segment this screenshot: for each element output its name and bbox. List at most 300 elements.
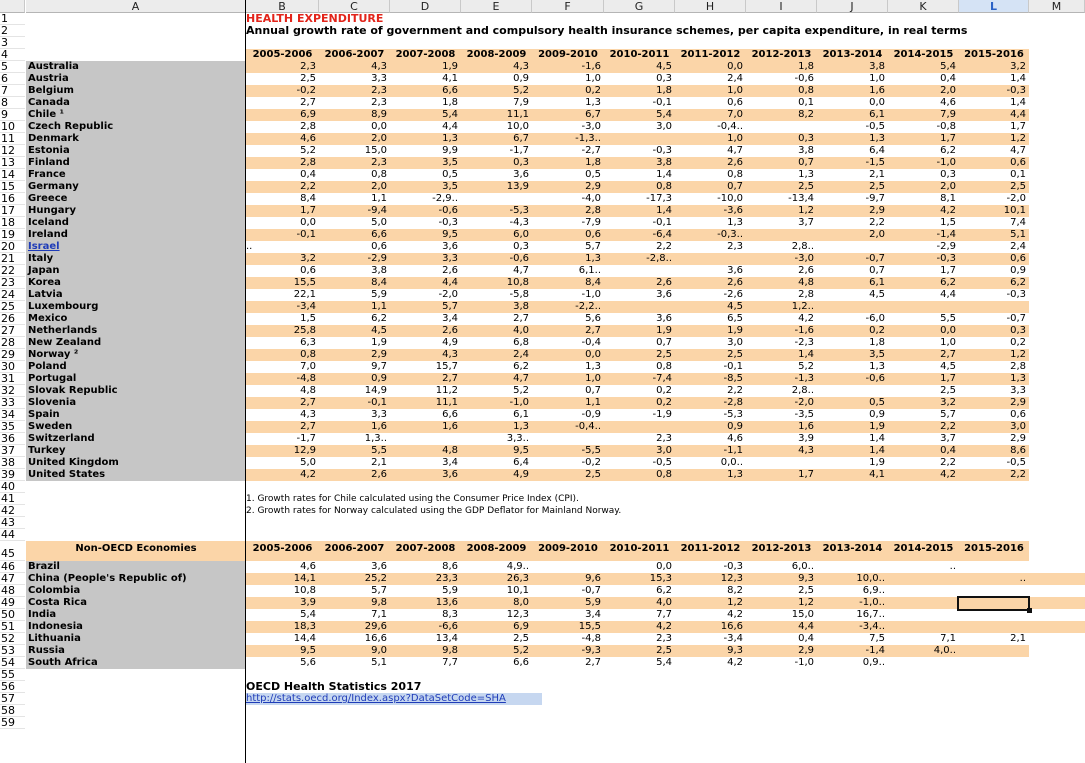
- row-header-31[interactable]: 31: [0, 373, 25, 385]
- row-header-35[interactable]: 35: [0, 421, 25, 433]
- value-cell[interactable]: 4,8: [246, 385, 319, 397]
- value-cell[interactable]: 2,2: [604, 241, 675, 253]
- row-header-1[interactable]: 1: [0, 13, 25, 25]
- row-header-2[interactable]: 2: [0, 25, 25, 37]
- value-cell[interactable]: 0,5: [532, 169, 604, 181]
- value-cell[interactable]: [390, 433, 461, 445]
- value-cell[interactable]: 16,6: [319, 633, 390, 645]
- value-cell[interactable]: 0,0: [532, 349, 604, 361]
- value-cell[interactable]: -1,3..: [532, 133, 604, 145]
- value-cell[interactable]: 5,4: [246, 609, 319, 621]
- value-cell[interactable]: 0,6: [959, 157, 1029, 169]
- value-cell[interactable]: -3,0: [532, 121, 604, 133]
- value-cell[interactable]: 1,9: [319, 337, 390, 349]
- row-header-32[interactable]: 32: [0, 385, 25, 397]
- value-cell[interactable]: 4,8: [390, 445, 461, 457]
- country-name[interactable]: Luxembourg: [26, 301, 246, 313]
- value-cell[interactable]: 5,7: [888, 409, 959, 421]
- value-cell[interactable]: 2,7: [461, 313, 532, 325]
- value-cell[interactable]: 2,6: [746, 265, 817, 277]
- value-cell[interactable]: [1029, 609, 1085, 621]
- value-cell[interactable]: 8,6: [959, 445, 1029, 457]
- value-cell[interactable]: 4,4: [959, 109, 1029, 121]
- value-cell[interactable]: 1,9: [675, 325, 746, 337]
- value-cell[interactable]: 0,5: [817, 397, 888, 409]
- country-name[interactable]: Japan: [26, 265, 246, 277]
- value-cell[interactable]: 2,3: [319, 157, 390, 169]
- value-cell[interactable]: 0,5: [390, 169, 461, 181]
- value-cell[interactable]: [888, 585, 959, 597]
- value-cell[interactable]: 5,2: [461, 85, 532, 97]
- value-cell[interactable]: [746, 229, 817, 241]
- value-cell[interactable]: 6,6: [461, 657, 532, 669]
- value-cell[interactable]: 7,1: [888, 633, 959, 645]
- country-name[interactable]: Finland: [26, 157, 246, 169]
- row-header-41[interactable]: 41: [0, 493, 25, 505]
- sheet-title[interactable]: HEALTH EXPENDITURE: [246, 12, 384, 25]
- value-cell[interactable]: 1,5: [246, 313, 319, 325]
- value-cell[interactable]: 1,8: [817, 337, 888, 349]
- value-cell[interactable]: 4,8: [746, 277, 817, 289]
- value-cell[interactable]: 1,3: [532, 253, 604, 265]
- value-cell[interactable]: 0,0: [319, 121, 390, 133]
- value-cell[interactable]: 10,8: [246, 585, 319, 597]
- value-cell[interactable]: 4,2: [604, 621, 675, 633]
- value-cell[interactable]: 9,7: [319, 361, 390, 373]
- value-cell[interactable]: -0,1: [246, 229, 319, 241]
- value-cell[interactable]: [1029, 621, 1085, 633]
- value-cell[interactable]: 1,7: [888, 373, 959, 385]
- value-cell[interactable]: -0,7: [959, 313, 1029, 325]
- value-cell[interactable]: 29,6: [319, 621, 390, 633]
- row-header-16[interactable]: 16: [0, 193, 25, 205]
- value-cell[interactable]: 15,5: [532, 621, 604, 633]
- value-cell[interactable]: 2,9: [746, 645, 817, 657]
- value-cell[interactable]: -2,2..: [532, 301, 604, 313]
- value-cell[interactable]: 1,4: [959, 73, 1029, 85]
- value-cell[interactable]: 13,4: [390, 633, 461, 645]
- value-cell[interactable]: 9,3: [746, 573, 817, 585]
- value-cell[interactable]: 5,1: [319, 657, 390, 669]
- row-header-33[interactable]: 33: [0, 397, 25, 409]
- value-cell[interactable]: -6,6: [390, 621, 461, 633]
- value-cell[interactable]: 0,9: [959, 265, 1029, 277]
- value-cell[interactable]: 4,5: [888, 361, 959, 373]
- row-header-14[interactable]: 14: [0, 169, 25, 181]
- country-name[interactable]: Latvia: [26, 289, 246, 301]
- value-cell[interactable]: -0,4..: [675, 121, 746, 133]
- value-cell[interactable]: 0,1: [959, 169, 1029, 181]
- row-header-3[interactable]: 3: [0, 37, 25, 49]
- row-header-46[interactable]: 46: [0, 561, 25, 573]
- value-cell[interactable]: 4,0: [461, 325, 532, 337]
- country-name[interactable]: Lithuania: [26, 633, 246, 645]
- value-cell[interactable]: 2,5: [604, 645, 675, 657]
- value-cell[interactable]: 1,5: [888, 217, 959, 229]
- row-header-19[interactable]: 19: [0, 229, 25, 241]
- value-cell[interactable]: 3,6: [604, 289, 675, 301]
- value-cell[interactable]: -4,0: [532, 193, 604, 205]
- value-cell[interactable]: 1,2: [959, 349, 1029, 361]
- value-cell[interactable]: 15,7: [390, 361, 461, 373]
- row-header-28[interactable]: 28: [0, 337, 25, 349]
- value-cell[interactable]: 4,2: [888, 469, 959, 481]
- year-header[interactable]: 2013-2014: [817, 541, 888, 561]
- year-header[interactable]: 2010-2011: [604, 49, 675, 61]
- value-cell[interactable]: 10,0..: [817, 573, 888, 585]
- value-cell[interactable]: 1,4: [604, 169, 675, 181]
- value-cell[interactable]: -5,3: [461, 205, 532, 217]
- row-header-27[interactable]: 27: [0, 325, 25, 337]
- row-header-25[interactable]: 25: [0, 301, 25, 313]
- value-cell[interactable]: -10,0: [675, 193, 746, 205]
- value-cell[interactable]: 2,5: [746, 181, 817, 193]
- value-cell[interactable]: 4,4: [888, 289, 959, 301]
- value-cell[interactable]: 4,5: [604, 61, 675, 73]
- value-cell[interactable]: 0,4: [888, 73, 959, 85]
- value-cell[interactable]: 9,6: [532, 573, 604, 585]
- value-cell[interactable]: -2,8: [675, 397, 746, 409]
- value-cell[interactable]: -0,9: [532, 409, 604, 421]
- value-cell[interactable]: 7,5: [817, 633, 888, 645]
- value-cell[interactable]: 0,3: [604, 73, 675, 85]
- value-cell[interactable]: 6,8: [461, 337, 532, 349]
- value-cell[interactable]: 2,7: [532, 325, 604, 337]
- value-cell[interactable]: -2,7: [532, 145, 604, 157]
- value-cell[interactable]: 4,3: [390, 349, 461, 361]
- value-cell[interactable]: 25,2: [319, 573, 390, 585]
- column-header-f[interactable]: F: [532, 0, 604, 13]
- value-cell[interactable]: 3,3: [319, 409, 390, 421]
- value-cell[interactable]: -1,0..: [817, 597, 888, 609]
- value-cell[interactable]: 2,5: [246, 73, 319, 85]
- value-cell[interactable]: 5,4: [604, 109, 675, 121]
- country-name[interactable]: Denmark: [26, 133, 246, 145]
- value-cell[interactable]: -0,1: [604, 217, 675, 229]
- value-cell[interactable]: 1,6: [817, 85, 888, 97]
- value-cell[interactable]: 15,5: [246, 277, 319, 289]
- row-header-15[interactable]: 15: [0, 181, 25, 193]
- column-header-b[interactable]: B: [246, 0, 319, 13]
- country-name[interactable]: Netherlands: [26, 325, 246, 337]
- country-name[interactable]: Greece: [26, 193, 246, 205]
- value-cell[interactable]: 16,7..: [817, 609, 888, 621]
- value-cell[interactable]: 1,3: [959, 373, 1029, 385]
- fill-handle[interactable]: [1027, 608, 1032, 613]
- value-cell[interactable]: 5,2: [461, 645, 532, 657]
- value-cell[interactable]: 6,2: [319, 313, 390, 325]
- row-header-13[interactable]: 13: [0, 157, 25, 169]
- value-cell[interactable]: 3,4: [532, 609, 604, 621]
- value-cell[interactable]: 10,1: [959, 205, 1029, 217]
- country-name[interactable]: Brazil: [26, 561, 246, 573]
- value-cell[interactable]: 0,4: [246, 169, 319, 181]
- value-cell[interactable]: -0,3: [959, 289, 1029, 301]
- value-cell[interactable]: 2,8: [532, 205, 604, 217]
- country-name[interactable]: Austria: [26, 73, 246, 85]
- value-cell[interactable]: 2,1: [319, 457, 390, 469]
- active-cell-selection[interactable]: [957, 596, 1030, 611]
- value-cell[interactable]: 1,3: [675, 469, 746, 481]
- value-cell[interactable]: 6,0..: [746, 561, 817, 573]
- country-name[interactable]: Portugal: [26, 373, 246, 385]
- value-cell[interactable]: 3,2: [959, 61, 1029, 73]
- value-cell[interactable]: 5,2: [246, 145, 319, 157]
- value-cell[interactable]: 1,1: [532, 397, 604, 409]
- value-cell[interactable]: -1,5: [817, 157, 888, 169]
- value-cell[interactable]: 6,6: [390, 409, 461, 421]
- value-cell[interactable]: 2,0: [319, 133, 390, 145]
- value-cell[interactable]: 0,3: [959, 325, 1029, 337]
- row-header-24[interactable]: 24: [0, 289, 25, 301]
- country-name[interactable]: United Kingdom: [26, 457, 246, 469]
- country-name[interactable]: Canada: [26, 97, 246, 109]
- value-cell[interactable]: 4,2: [746, 313, 817, 325]
- value-cell[interactable]: 14,1: [246, 573, 319, 585]
- value-cell[interactable]: [959, 645, 1029, 657]
- country-name[interactable]: South Africa: [26, 657, 246, 669]
- value-cell[interactable]: -3,5: [746, 409, 817, 421]
- value-cell[interactable]: 2,3: [604, 433, 675, 445]
- row-header-21[interactable]: 21: [0, 253, 25, 265]
- value-cell[interactable]: 0,8: [319, 169, 390, 181]
- year-header[interactable]: 2014-2015: [888, 541, 959, 561]
- value-cell[interactable]: 0,8: [675, 169, 746, 181]
- value-cell[interactable]: 5,2: [461, 385, 532, 397]
- value-cell[interactable]: 1,4: [746, 349, 817, 361]
- row-header-20[interactable]: 20: [0, 241, 25, 253]
- value-cell[interactable]: 1,3: [817, 361, 888, 373]
- value-cell[interactable]: -3,6: [675, 205, 746, 217]
- value-cell[interactable]: 1,2: [959, 133, 1029, 145]
- country-name[interactable]: Colombia: [26, 585, 246, 597]
- value-cell[interactable]: 0,3: [746, 133, 817, 145]
- value-cell[interactable]: -2,0: [746, 397, 817, 409]
- value-cell[interactable]: -1,7: [246, 433, 319, 445]
- value-cell[interactable]: 0,8: [746, 85, 817, 97]
- year-header[interactable]: 2012-2013: [746, 49, 817, 61]
- value-cell[interactable]: 3,6: [604, 313, 675, 325]
- value-cell[interactable]: 6,9: [461, 621, 532, 633]
- value-cell[interactable]: 3,2: [888, 397, 959, 409]
- value-cell[interactable]: [1029, 585, 1085, 597]
- value-cell[interactable]: 1,0: [817, 73, 888, 85]
- value-cell[interactable]: 2,3: [246, 61, 319, 73]
- value-cell[interactable]: 23,3: [390, 573, 461, 585]
- column-header-a[interactable]: A: [26, 0, 246, 13]
- value-cell[interactable]: 4,5: [675, 301, 746, 313]
- value-cell[interactable]: 2,5: [461, 633, 532, 645]
- value-cell[interactable]: 6,0: [461, 229, 532, 241]
- value-cell[interactable]: 9,8: [390, 645, 461, 657]
- value-cell[interactable]: 0,2: [604, 385, 675, 397]
- value-cell[interactable]: -2,9: [319, 253, 390, 265]
- year-header[interactable]: 2009-2010: [532, 49, 604, 61]
- value-cell[interactable]: -1,0: [461, 397, 532, 409]
- country-name[interactable]: Indonesia: [26, 621, 246, 633]
- value-cell[interactable]: -1,4: [888, 229, 959, 241]
- value-cell[interactable]: 14,9: [319, 385, 390, 397]
- value-cell[interactable]: 2,7: [532, 657, 604, 669]
- value-cell[interactable]: -0,1: [319, 397, 390, 409]
- source-label[interactable]: OECD Health Statistics 2017: [246, 680, 422, 693]
- value-cell[interactable]: 3,6: [675, 265, 746, 277]
- value-cell[interactable]: 10,1: [461, 585, 532, 597]
- value-cell[interactable]: 0,6: [319, 241, 390, 253]
- column-header-d[interactable]: D: [390, 0, 461, 13]
- value-cell[interactable]: 6,4: [817, 145, 888, 157]
- value-cell[interactable]: 0,7: [746, 157, 817, 169]
- value-cell[interactable]: 18,3: [246, 621, 319, 633]
- value-cell[interactable]: 3,4: [390, 457, 461, 469]
- value-cell[interactable]: 14,4: [246, 633, 319, 645]
- row-header-53[interactable]: 53: [0, 645, 25, 657]
- value-cell[interactable]: 3,6: [390, 241, 461, 253]
- value-cell[interactable]: 2,9: [319, 349, 390, 361]
- value-cell[interactable]: 0,7: [532, 385, 604, 397]
- value-cell[interactable]: [959, 301, 1029, 313]
- value-cell[interactable]: 4,2: [675, 657, 746, 669]
- value-cell[interactable]: 3,7: [746, 217, 817, 229]
- value-cell[interactable]: 2,9: [817, 205, 888, 217]
- value-cell[interactable]: 0,2: [959, 337, 1029, 349]
- value-cell[interactable]: 1,9: [817, 457, 888, 469]
- value-cell[interactable]: 0,0: [888, 325, 959, 337]
- value-cell[interactable]: 4,4: [390, 277, 461, 289]
- value-cell[interactable]: 1,8: [532, 157, 604, 169]
- row-header-30[interactable]: 30: [0, 361, 25, 373]
- value-cell[interactable]: -2,9..: [390, 193, 461, 205]
- year-header[interactable]: 2015-2016: [959, 541, 1029, 561]
- value-cell[interactable]: 12,9: [246, 445, 319, 457]
- row-header-29[interactable]: 29: [0, 349, 25, 361]
- value-cell[interactable]: 11,1: [461, 109, 532, 121]
- value-cell[interactable]: 8,4: [246, 193, 319, 205]
- value-cell[interactable]: [888, 597, 959, 609]
- value-cell[interactable]: -1,1: [675, 445, 746, 457]
- value-cell[interactable]: [959, 561, 1029, 573]
- value-cell[interactable]: 4,9: [390, 337, 461, 349]
- value-cell[interactable]: 1,2: [746, 597, 817, 609]
- value-cell[interactable]: [532, 433, 604, 445]
- value-cell[interactable]: 4,0..: [888, 645, 959, 657]
- value-cell[interactable]: 12,3: [461, 609, 532, 621]
- country-name[interactable]: Hungary: [26, 205, 246, 217]
- value-cell[interactable]: 22,1: [246, 289, 319, 301]
- value-cell[interactable]: 15,3: [604, 573, 675, 585]
- value-cell[interactable]: 5,4: [604, 657, 675, 669]
- value-cell[interactable]: 4,6: [246, 561, 319, 573]
- value-cell[interactable]: 2,5: [532, 469, 604, 481]
- value-cell[interactable]: 0,9: [461, 73, 532, 85]
- value-cell[interactable]: 4,9: [461, 469, 532, 481]
- value-cell[interactable]: 1,7: [246, 205, 319, 217]
- year-header[interactable]: 2008-2009: [461, 49, 532, 61]
- value-cell[interactable]: 6,5: [675, 313, 746, 325]
- year-header[interactable]: 2007-2008: [390, 541, 461, 561]
- value-cell[interactable]: 3,3..: [461, 433, 532, 445]
- value-cell[interactable]: -0,7: [532, 585, 604, 597]
- country-name[interactable]: Poland: [26, 361, 246, 373]
- value-cell[interactable]: 8,3: [390, 609, 461, 621]
- row-header-57[interactable]: 57: [0, 693, 25, 705]
- country-name[interactable]: China (People's Republic of): [26, 573, 246, 585]
- year-header[interactable]: 2011-2012: [675, 541, 746, 561]
- value-cell[interactable]: 7,0: [675, 109, 746, 121]
- value-cell[interactable]: -1,0: [746, 657, 817, 669]
- value-cell[interactable]: 2,3: [675, 241, 746, 253]
- value-cell[interactable]: 3,6: [461, 169, 532, 181]
- footnote[interactable]: 2. Growth rates for Norway calculated using the GDP Deflator for Mainland Norway.: [246, 506, 622, 516]
- value-cell[interactable]: -0,6: [817, 373, 888, 385]
- row-header-49[interactable]: 49: [0, 597, 25, 609]
- value-cell[interactable]: 1,3: [817, 133, 888, 145]
- value-cell[interactable]: -5,3: [675, 409, 746, 421]
- value-cell[interactable]: 3,2: [246, 253, 319, 265]
- value-cell[interactable]: 2,8: [246, 157, 319, 169]
- value-cell[interactable]: 2,2: [675, 385, 746, 397]
- row-header-55[interactable]: 55: [0, 669, 25, 681]
- source-link[interactable]: http://stats.oecd.org/Index.aspx?DataSetCode=SHA: [246, 693, 542, 705]
- value-cell[interactable]: 8,2: [675, 585, 746, 597]
- country-name[interactable]: Korea: [26, 277, 246, 289]
- row-header-48[interactable]: 48: [0, 585, 25, 597]
- value-cell[interactable]: ..: [888, 561, 959, 573]
- value-cell[interactable]: 1,9: [390, 61, 461, 73]
- value-cell[interactable]: 2,8..: [746, 385, 817, 397]
- value-cell[interactable]: 2,3: [319, 85, 390, 97]
- non-oecd-label[interactable]: Non-OECD Economies: [26, 541, 246, 561]
- value-cell[interactable]: 0,4: [746, 633, 817, 645]
- value-cell[interactable]: 8,0: [461, 597, 532, 609]
- row-header-11[interactable]: 11: [0, 133, 25, 145]
- value-cell[interactable]: [746, 121, 817, 133]
- value-cell[interactable]: 5,7: [532, 241, 604, 253]
- value-cell[interactable]: -6,4: [604, 229, 675, 241]
- value-cell[interactable]: 1,0: [532, 373, 604, 385]
- value-cell[interactable]: ..: [959, 573, 1029, 585]
- value-cell[interactable]: 2,5: [888, 385, 959, 397]
- value-cell[interactable]: 1,6: [319, 421, 390, 433]
- value-cell[interactable]: 2,0: [817, 229, 888, 241]
- row-header-38[interactable]: 38: [0, 457, 25, 469]
- value-cell[interactable]: 1,7: [888, 265, 959, 277]
- country-name[interactable]: Chile ¹: [26, 109, 246, 121]
- value-cell[interactable]: 12,3: [675, 573, 746, 585]
- value-cell[interactable]: 6,7: [461, 133, 532, 145]
- row-header-34[interactable]: 34: [0, 409, 25, 421]
- row-header-45[interactable]: 45: [0, 541, 25, 561]
- value-cell[interactable]: 1,3: [461, 421, 532, 433]
- value-cell[interactable]: 8,4: [532, 277, 604, 289]
- value-cell[interactable]: 9,0: [319, 645, 390, 657]
- value-cell[interactable]: 0,3: [888, 169, 959, 181]
- value-cell[interactable]: -2,0: [959, 193, 1029, 205]
- value-cell[interactable]: -1,4: [817, 645, 888, 657]
- value-cell[interactable]: -0,1: [604, 97, 675, 109]
- value-cell[interactable]: 6,2: [959, 277, 1029, 289]
- value-cell[interactable]: -6,0: [817, 313, 888, 325]
- value-cell[interactable]: -9,4: [319, 205, 390, 217]
- value-cell[interactable]: 0,8: [604, 361, 675, 373]
- value-cell[interactable]: 2,4: [959, 241, 1029, 253]
- value-cell[interactable]: 4,2: [675, 609, 746, 621]
- row-header-50[interactable]: 50: [0, 609, 25, 621]
- value-cell[interactable]: 1,0: [675, 85, 746, 97]
- value-cell[interactable]: 7,9: [461, 97, 532, 109]
- country-name[interactable]: Australia: [26, 61, 246, 73]
- value-cell[interactable]: 3,7: [888, 433, 959, 445]
